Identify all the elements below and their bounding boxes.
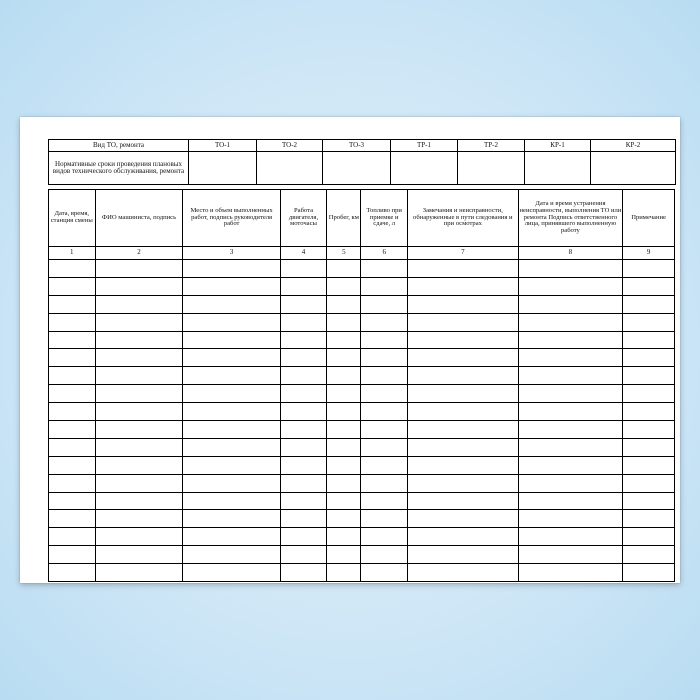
header-date-station: Дата, время, станция смены (49, 190, 96, 247)
table-cell[interactable] (49, 528, 96, 546)
table-cell[interactable] (518, 564, 623, 582)
table-cell[interactable] (361, 349, 408, 367)
table-cell[interactable] (183, 492, 280, 510)
table-cell[interactable] (327, 510, 361, 528)
normative-terms-label: Нормативные сроки проведения плановых видов технического обслуживания, ремонта (49, 152, 189, 185)
table-cell[interactable] (407, 438, 518, 456)
table-cell[interactable] (623, 385, 675, 403)
table-cell[interactable] (623, 492, 675, 510)
table-cell[interactable] (49, 438, 96, 456)
col-number: 9 (623, 247, 675, 260)
table-cell[interactable] (49, 367, 96, 385)
table-cell[interactable] (518, 295, 623, 313)
table-cell[interactable] (183, 260, 280, 278)
table-cell[interactable] (49, 313, 96, 331)
table-cell[interactable] (49, 349, 96, 367)
table-cell[interactable] (95, 421, 183, 439)
col-number: 5 (327, 247, 361, 260)
table-cell[interactable] (280, 564, 327, 582)
table-cell[interactable] (95, 367, 183, 385)
cell-tr2[interactable] (458, 152, 525, 185)
table-cell[interactable] (327, 349, 361, 367)
header-work-place-volume: Место и объем выполненных работ, подпись руководителя работ (183, 190, 280, 247)
table-cell[interactable] (361, 260, 408, 278)
table-cell[interactable] (518, 421, 623, 439)
log-body (49, 260, 675, 582)
table-cell[interactable] (623, 528, 675, 546)
table-cell[interactable] (623, 349, 675, 367)
table-cell[interactable] (407, 385, 518, 403)
table-cell[interactable] (361, 313, 408, 331)
header-engine-hours: Работа двигателя, моточасы (280, 190, 327, 247)
table-cell[interactable] (327, 438, 361, 456)
table-cell[interactable] (95, 260, 183, 278)
col-number: 3 (183, 247, 280, 260)
table-row (49, 456, 675, 474)
table-cell[interactable] (407, 367, 518, 385)
table-cell[interactable] (327, 421, 361, 439)
table-cell[interactable] (95, 313, 183, 331)
col-number: 6 (361, 247, 408, 260)
table-cell[interactable] (280, 438, 327, 456)
table-cell[interactable] (183, 367, 280, 385)
table-cell[interactable] (518, 474, 623, 492)
table-cell[interactable] (95, 474, 183, 492)
table-cell[interactable] (407, 456, 518, 474)
table-cell[interactable] (407, 528, 518, 546)
table-row (49, 492, 675, 510)
table-cell[interactable] (49, 385, 96, 403)
table-cell[interactable] (95, 510, 183, 528)
col-number: 8 (518, 247, 623, 260)
table-cell[interactable] (518, 260, 623, 278)
table-row (49, 295, 675, 313)
table-cell[interactable] (361, 456, 408, 474)
table-cell[interactable] (518, 546, 623, 564)
col-kr2: КР-2 (591, 140, 676, 152)
table-cell[interactable] (280, 313, 327, 331)
table-row (49, 474, 675, 492)
table-row (49, 385, 675, 403)
table-cell[interactable] (518, 438, 623, 456)
table-cell[interactable] (361, 438, 408, 456)
table-cell[interactable] (518, 313, 623, 331)
table-cell[interactable] (518, 528, 623, 546)
table-cell[interactable] (95, 331, 183, 349)
table-row (49, 438, 675, 456)
table-cell[interactable] (183, 313, 280, 331)
table-cell[interactable] (49, 492, 96, 510)
cell-tr1[interactable] (391, 152, 458, 185)
table-cell[interactable] (280, 331, 327, 349)
maintenance-schedule-table (48, 139, 676, 185)
table-cell[interactable] (361, 564, 408, 582)
table-cell[interactable] (183, 349, 280, 367)
table-cell[interactable] (280, 474, 327, 492)
col-number: 4 (280, 247, 327, 260)
col-number: 2 (95, 247, 183, 260)
table-cell[interactable] (623, 474, 675, 492)
table-cell[interactable] (327, 295, 361, 313)
table-cell[interactable] (95, 403, 183, 421)
table-cell[interactable] (407, 313, 518, 331)
table-cell[interactable] (623, 331, 675, 349)
table-cell[interactable] (280, 456, 327, 474)
log-number-row (49, 247, 675, 260)
table-cell[interactable] (183, 385, 280, 403)
work-log-table (48, 189, 675, 582)
table-row (49, 564, 675, 582)
table-cell[interactable] (280, 492, 327, 510)
table-cell[interactable] (183, 546, 280, 564)
cell-kr2[interactable] (591, 152, 676, 185)
schedule-header-row (49, 140, 676, 152)
table-cell[interactable] (183, 277, 280, 295)
table-cell[interactable] (280, 277, 327, 295)
col-kr1: КР-1 (525, 140, 591, 152)
table-cell[interactable] (518, 331, 623, 349)
table-cell[interactable] (327, 385, 361, 403)
header-fuel: Топливо при приемке и сдаче, л (361, 190, 408, 247)
table-cell[interactable] (407, 349, 518, 367)
table-cell[interactable] (49, 260, 96, 278)
table-cell[interactable] (407, 277, 518, 295)
table-cell[interactable] (407, 295, 518, 313)
col-tr1: ТР-1 (391, 140, 458, 152)
table-cell[interactable] (327, 313, 361, 331)
table-cell[interactable] (280, 421, 327, 439)
col-tr2: ТР-2 (458, 140, 525, 152)
table-cell[interactable] (361, 367, 408, 385)
table-cell[interactable] (623, 277, 675, 295)
table-cell[interactable] (407, 421, 518, 439)
table-cell[interactable] (518, 492, 623, 510)
table-cell[interactable] (327, 260, 361, 278)
table-cell[interactable] (623, 546, 675, 564)
table-cell[interactable] (183, 510, 280, 528)
table-cell[interactable] (407, 474, 518, 492)
cell-to2[interactable] (257, 152, 323, 185)
table-row (49, 546, 675, 564)
cell-kr1[interactable] (525, 152, 591, 185)
table-cell[interactable] (280, 349, 327, 367)
table-cell[interactable] (623, 421, 675, 439)
table-cell[interactable] (183, 564, 280, 582)
table-cell[interactable] (361, 528, 408, 546)
table-cell[interactable] (518, 367, 623, 385)
table-cell[interactable] (327, 564, 361, 582)
table-cell[interactable] (407, 546, 518, 564)
table-cell[interactable] (361, 295, 408, 313)
table-cell[interactable] (183, 421, 280, 439)
table-cell[interactable] (49, 474, 96, 492)
table-cell[interactable] (95, 492, 183, 510)
table-row (49, 277, 675, 295)
table-cell[interactable] (407, 403, 518, 421)
table-row (49, 331, 675, 349)
table-cell[interactable] (623, 438, 675, 456)
table-cell[interactable] (49, 421, 96, 439)
table-cell[interactable] (407, 492, 518, 510)
table-cell[interactable] (95, 456, 183, 474)
col-to3: ТО-3 (323, 140, 391, 152)
table-cell[interactable] (623, 313, 675, 331)
table-cell[interactable] (183, 331, 280, 349)
table-cell[interactable] (280, 295, 327, 313)
table-cell[interactable] (95, 438, 183, 456)
table-cell[interactable] (623, 403, 675, 421)
table-row (49, 313, 675, 331)
col-number: 7 (407, 247, 518, 260)
table-cell[interactable] (361, 510, 408, 528)
table-cell[interactable] (361, 492, 408, 510)
header-remarks-faults: Замечания и неисправности, обнаруженные в пути следования и при осмотрах (407, 190, 518, 247)
table-cell[interactable] (49, 331, 96, 349)
table-cell[interactable] (518, 385, 623, 403)
table-cell[interactable] (327, 331, 361, 349)
table-row (49, 421, 675, 439)
header-fault-elimination: Дата и время устранения неисправности, выполнения ТО или ремонта Подпись ответственного лица, принявшего выполненную работу (518, 190, 623, 247)
table-cell[interactable] (183, 528, 280, 546)
table-cell[interactable] (49, 403, 96, 421)
table-row (49, 349, 675, 367)
table-cell[interactable] (361, 403, 408, 421)
table-cell[interactable] (183, 474, 280, 492)
table-cell[interactable] (327, 546, 361, 564)
table-cell[interactable] (623, 260, 675, 278)
table-cell[interactable] (327, 456, 361, 474)
table-row (49, 367, 675, 385)
cell-to3[interactable] (323, 152, 391, 185)
header-mileage: Пробег, км (327, 190, 361, 247)
table-cell[interactable] (49, 456, 96, 474)
table-cell[interactable] (183, 403, 280, 421)
table-cell[interactable] (518, 349, 623, 367)
table-cell[interactable] (407, 564, 518, 582)
table-cell[interactable] (327, 277, 361, 295)
table-cell[interactable] (95, 546, 183, 564)
table-cell[interactable] (361, 546, 408, 564)
table-cell[interactable] (49, 295, 96, 313)
table-cell[interactable] (327, 528, 361, 546)
table-cell[interactable] (280, 403, 327, 421)
table-cell[interactable] (407, 260, 518, 278)
form-sheet (20, 117, 680, 583)
table-cell[interactable] (623, 456, 675, 474)
table-cell[interactable] (280, 385, 327, 403)
table-cell[interactable] (623, 295, 675, 313)
cell-to1[interactable] (189, 152, 257, 185)
table-cell[interactable] (95, 277, 183, 295)
header-note: Примечание (623, 190, 675, 247)
header-driver-name: ФИО машиниста, подпись (95, 190, 183, 247)
table-row (49, 260, 675, 278)
table-cell[interactable] (518, 510, 623, 528)
table-cell[interactable] (49, 277, 96, 295)
table-cell[interactable] (95, 349, 183, 367)
table-cell[interactable] (518, 456, 623, 474)
table-cell[interactable] (361, 474, 408, 492)
table-cell[interactable] (327, 492, 361, 510)
table-row (49, 528, 675, 546)
table-cell[interactable] (49, 510, 96, 528)
table-cell[interactable] (623, 564, 675, 582)
table-cell[interactable] (95, 385, 183, 403)
col-number: 1 (49, 247, 96, 260)
table-cell[interactable] (95, 528, 183, 546)
table-cell[interactable] (361, 385, 408, 403)
table-cell[interactable] (518, 277, 623, 295)
table-cell[interactable] (327, 403, 361, 421)
table-cell[interactable] (49, 564, 96, 582)
schedule-terms-row (49, 152, 676, 185)
table-cell[interactable] (361, 421, 408, 439)
table-cell[interactable] (327, 474, 361, 492)
maintenance-type-label: Вид ТО, ремонта (49, 140, 189, 152)
table-cell[interactable] (280, 546, 327, 564)
col-to2: ТО-2 (257, 140, 323, 152)
table-cell[interactable] (518, 403, 623, 421)
table-cell[interactable] (280, 510, 327, 528)
table-cell[interactable] (95, 564, 183, 582)
table-cell[interactable] (623, 510, 675, 528)
col-to1: ТО-1 (189, 140, 257, 152)
table-cell[interactable] (623, 367, 675, 385)
table-row (49, 510, 675, 528)
table-cell[interactable] (361, 331, 408, 349)
table-cell[interactable] (183, 438, 280, 456)
table-cell[interactable] (407, 331, 518, 349)
log-header-row (49, 190, 675, 247)
table-cell[interactable] (280, 367, 327, 385)
table-cell[interactable] (280, 260, 327, 278)
table-cell[interactable] (49, 546, 96, 564)
table-cell[interactable] (183, 456, 280, 474)
table-cell[interactable] (327, 367, 361, 385)
table-cell[interactable] (280, 528, 327, 546)
table-cell[interactable] (95, 295, 183, 313)
table-cell[interactable] (361, 277, 408, 295)
table-row (49, 403, 675, 421)
table-cell[interactable] (183, 295, 280, 313)
table-cell[interactable] (407, 510, 518, 528)
